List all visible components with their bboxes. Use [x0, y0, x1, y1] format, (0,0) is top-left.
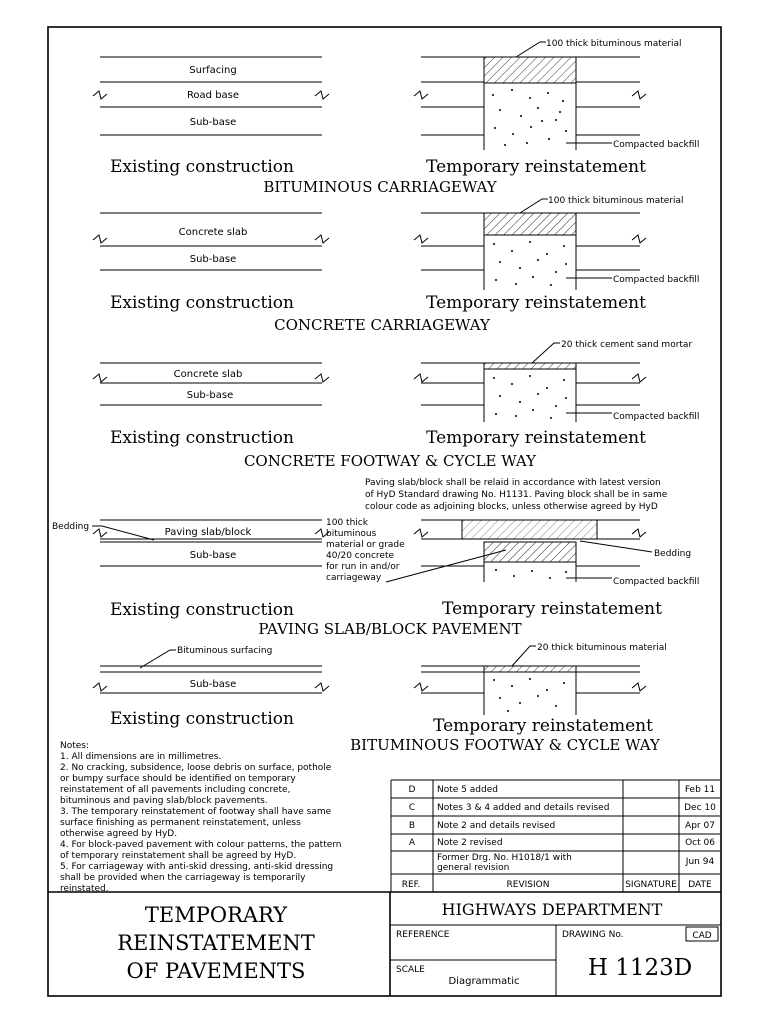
caption-existing: Existing construction [110, 600, 294, 620]
svg-text:Note 5 added: Note 5 added [437, 785, 498, 795]
revision-row [437, 853, 714, 873]
temporary-reinstatement-drawing [414, 643, 667, 715]
reference-label: REFERENCE [396, 930, 450, 940]
scale-value: Diagrammatic [448, 976, 520, 987]
layer-label-sub-base: Sub-base [189, 254, 237, 265]
revision-header [402, 880, 712, 890]
svg-text:100 thick: 100 thick [326, 518, 368, 528]
section-title: BITUMINOUS FOOTWAY & CYCLE WAY [350, 736, 660, 754]
note-line: surface finishing as permanent reinstatement, unless [60, 818, 301, 828]
layer-label-paving: Paving slab/block [164, 527, 252, 538]
note-line: of temporary reinstatement shall be agreed by HyD. [60, 851, 297, 861]
svg-text:A: A [408, 838, 416, 848]
backfill-dots [495, 569, 567, 579]
svg-text:Former Drg. No. H1018/1 with: Former Drg. No. H1018/1 with [437, 853, 572, 863]
backfill-dots [492, 89, 567, 146]
note-line: reinstatement of all pavements including concrete, [60, 785, 291, 795]
callout-backfill: Compacted backfill [613, 577, 700, 587]
layer-label-concrete-slab: Concrete slab [178, 227, 248, 238]
svg-text:Dec 10: Dec 10 [684, 803, 716, 813]
layer-label-sub-base: Sub-base [189, 117, 237, 128]
layer-label-surfacing: Surfacing [189, 65, 237, 76]
svg-text:Note 2 revised: Note 2 revised [437, 838, 503, 848]
bituminous-hatch [484, 213, 576, 235]
section-concrete-carriageway [93, 196, 699, 334]
scale-label: SCALE [396, 965, 425, 975]
bedding-label-right: Bedding [654, 549, 692, 559]
drawing-title-line-2: REINSTATEMENT [117, 931, 315, 955]
section-title: BITUMINOUS CARRIAGEWAY [263, 178, 497, 196]
drawing-number: H 1123D [587, 955, 693, 981]
svg-text:40/20 concrete: 40/20 concrete [326, 551, 395, 561]
department-name: HIGHWAYS DEPARTMENT [441, 900, 663, 919]
existing-construction-drawing [93, 363, 329, 405]
drawing-title-line-3: OF PAVEMENTS [126, 959, 306, 983]
existing-construction-drawing [52, 520, 329, 566]
bedding-label-left: Bedding [52, 522, 90, 532]
revision-row [409, 785, 716, 795]
drawing-no-label: DRAWING No. [562, 930, 624, 940]
temporary-reinstatement-drawing [414, 520, 699, 587]
temporary-reinstatement-drawing [414, 340, 699, 422]
note-line: or bumpy surface should be identified on temporary [60, 774, 296, 784]
callout-backfill: Compacted backfill [613, 140, 700, 150]
backfill-dots [493, 375, 567, 419]
svg-text:carriageway: carriageway [326, 573, 382, 583]
svg-text:Notes 3 & 4 added and details: Notes 3 & 4 added and details revised [437, 803, 610, 813]
existing-construction-drawing [93, 213, 329, 270]
svg-text:C: C [408, 803, 416, 813]
paving-note-line-3: colour code as adjoining blocks, unless otherwise agreed by HyD [365, 502, 658, 512]
svg-text:Jun 94: Jun 94 [685, 857, 715, 867]
existing-construction-drawing [93, 57, 329, 135]
section-bituminous-footway [93, 643, 667, 754]
svg-text:Feb 11: Feb 11 [684, 785, 716, 795]
section-title: PAVING SLAB/BLOCK PAVEMENT [258, 620, 522, 638]
layer-label-sub-base: Sub-base [189, 550, 237, 561]
material-hatch [484, 542, 576, 562]
note-line: shall be provided when the carriageway is temporarily [60, 873, 306, 883]
section-title: CONCRETE CARRIAGEWAY [274, 316, 490, 334]
layer-label-sub-base: Sub-base [186, 390, 234, 401]
svg-text:Apr 07: Apr 07 [685, 821, 715, 831]
temporary-reinstatement-drawing [414, 196, 699, 290]
note-line: reinstated. [60, 884, 109, 894]
section-title: CONCRETE FOOTWAY & CYCLE WAY [243, 452, 537, 470]
svg-text:REF.: REF. [401, 880, 421, 890]
bituminous-hatch [484, 666, 576, 672]
note-line: 1. All dimensions are in millimetres. [60, 752, 222, 762]
svg-text:REVISION: REVISION [506, 880, 550, 890]
temporary-reinstatement-drawing [414, 39, 699, 150]
caption-existing: Existing construction [110, 293, 294, 313]
bituminous-hatch [484, 57, 576, 83]
note-line: 3. The temporary reinstatement of footway shall have same [60, 807, 332, 817]
notes [60, 741, 342, 894]
svg-text:bituminous: bituminous [326, 529, 377, 539]
revision-table [391, 780, 720, 892]
svg-text:general revision: general revision [437, 863, 510, 873]
drawing-title-line-1: TEMPORARY [144, 903, 288, 927]
section-paving-slab-block [52, 478, 699, 638]
svg-text:Note 2 and details revised: Note 2 and details revised [437, 821, 556, 831]
caption-existing: Existing construction [110, 157, 294, 177]
cad-label: CAD [692, 931, 712, 941]
revision-row [409, 821, 715, 831]
note-line: 2. No cracking, subsidence, loose debris on surface, pothole [60, 763, 332, 773]
svg-text:DATE: DATE [688, 880, 712, 890]
callout-top: 20 thick cement sand mortar [561, 340, 693, 350]
title-block [48, 892, 721, 996]
callout-backfill: Compacted backfill [613, 412, 700, 422]
note-line: bituminous and paving slab/block pavements. [60, 796, 268, 806]
existing-construction-drawing [93, 646, 329, 693]
svg-text:Oct 06: Oct 06 [685, 838, 715, 848]
section-bituminous-carriageway [93, 39, 699, 196]
layer-label-concrete-slab: Concrete slab [173, 369, 243, 380]
paving-note-line-1: Paving slab/block shall be relaid in accordance with latest version [365, 478, 661, 488]
caption-existing: Existing construction [110, 428, 294, 448]
callout-backfill: Compacted backfill [613, 275, 700, 285]
svg-text:D: D [408, 785, 416, 795]
svg-text:for run in and/or: for run in and/or [326, 562, 400, 572]
callout-top: 100 thick bituminous material [548, 196, 684, 206]
svg-text:SIGNATURE: SIGNATURE [625, 880, 677, 890]
layer-label-sub-base: Sub-base [189, 679, 237, 690]
caption-temporary: Temporary reinstatement [433, 716, 653, 736]
section-concrete-footway [93, 340, 699, 470]
layer-label-bituminous-surfacing: Bituminous surfacing [177, 646, 273, 656]
note-line: otherwise agreed by HyD. [60, 829, 178, 839]
mortar-hatch [484, 363, 576, 369]
svg-text:material or grade: material or grade [326, 540, 405, 550]
caption-temporary: Temporary reinstatement [426, 428, 646, 448]
caption-existing: Existing construction [110, 709, 294, 729]
caption-temporary: Temporary reinstatement [426, 293, 646, 313]
layer-label-road-base: Road base [186, 90, 240, 101]
note-line: 5. For carriageway with anti-skid dressing, anti-skid dressing [60, 862, 334, 872]
backfill-dots [493, 241, 567, 286]
revision-row [409, 803, 716, 813]
backfill-dots [493, 678, 565, 712]
revision-row [409, 838, 715, 848]
note-line: 4. For block-paved pavement with colour patterns, the pattern [60, 840, 342, 850]
caption-temporary: Temporary reinstatement [426, 157, 646, 177]
paving-note-line-2: of HyD Standard drawing No. H1131. Paving block shall be in same [365, 490, 668, 500]
caption-temporary: Temporary reinstatement [442, 599, 662, 619]
callout-top: 20 thick bituminous material [537, 643, 667, 653]
notes-heading: Notes: [60, 741, 90, 751]
svg-text:B: B [408, 821, 416, 831]
callout-top: 100 thick bituminous material [546, 39, 682, 49]
